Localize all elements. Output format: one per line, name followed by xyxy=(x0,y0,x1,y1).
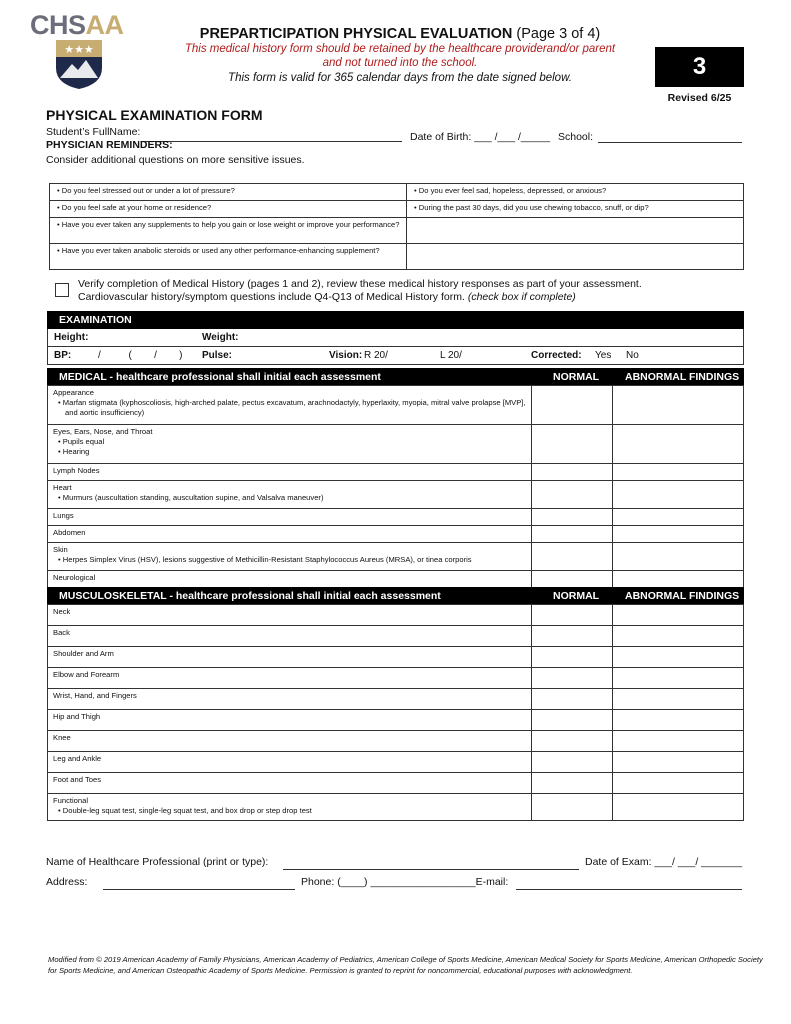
assessment-item xyxy=(48,526,532,543)
verify-text: Verify completion of Medical History (pages 1 and 2), review these medical history responses as part of your assessment. Cardiovascular history/symptom questions include Q4-Q13 of Medical History form. (check box if complete) xyxy=(78,278,642,303)
assessment-item xyxy=(48,668,532,689)
abnormal-findings-cell[interactable] xyxy=(613,543,744,571)
abnormal-findings-cell[interactable] xyxy=(613,731,744,752)
corrected-no[interactable]: No xyxy=(626,350,639,361)
msk-abnormal-col: ABNORMAL FINDINGS xyxy=(625,590,740,602)
height-label: Height: xyxy=(54,332,89,343)
normal-cell[interactable] xyxy=(532,509,613,526)
table-row xyxy=(48,752,744,773)
assessment-label: Lungs xyxy=(53,511,74,520)
weight-label: Weight: xyxy=(202,332,239,343)
abnormal-findings-cell[interactable] xyxy=(613,526,744,543)
copyright-footer: Modified from © 2019 American Academy of Family Physicians, American Academy of Pediatrics, American College of Sports Medicine, American Medical Society for Sports Medicine, American Orthopedic Society for Sports Medicine, and American Osteopathic Academy of Sports Medicine. Permission is granted to reprint for noncommercial, educational purposes with acknowledgment. xyxy=(48,955,763,975)
abnormal-findings-cell[interactable] xyxy=(613,794,744,821)
bp-label: BP: xyxy=(54,350,72,361)
abnormal-findings-cell[interactable] xyxy=(613,386,744,425)
msk-header-title: MUSCULOSKELETAL - healthcare professional shall initial each assessment xyxy=(59,590,441,602)
abnormal-findings-cell[interactable] xyxy=(613,710,744,731)
assessment-item xyxy=(48,464,532,481)
abnormal-findings-cell[interactable] xyxy=(613,425,744,464)
normal-cell[interactable] xyxy=(532,668,613,689)
abnormal-findings-cell[interactable] xyxy=(613,626,744,647)
msk-header xyxy=(47,587,744,605)
abnormal-findings-cell[interactable] xyxy=(613,605,744,626)
physician-reminders-label: PHYSICIAN REMINDERS: xyxy=(46,139,173,151)
assessment-label: Lymph Nodes xyxy=(53,466,100,475)
assessment-item xyxy=(48,689,532,710)
assessment-label: Appearance xyxy=(53,388,94,397)
verify-history-checkbox[interactable] xyxy=(55,283,69,297)
assessment-item xyxy=(48,647,532,668)
normal-cell[interactable] xyxy=(532,689,613,710)
form-title: PHYSICAL EXAMINATION FORM xyxy=(46,107,263,123)
address-label: Address: xyxy=(46,876,88,888)
sensitive-questions-table xyxy=(49,183,744,270)
medical-normal-col: NORMAL xyxy=(553,371,600,383)
phone-email-label: Phone: (____) __________________E-mail: xyxy=(301,876,509,888)
medical-header xyxy=(47,368,744,386)
assessment-bullet: • Hearing xyxy=(58,447,90,456)
exam-date-label: Date of Exam: ___/ ___/ _______ xyxy=(585,856,743,868)
school-field[interactable] xyxy=(598,130,742,143)
table-row xyxy=(48,773,744,794)
table-row xyxy=(48,605,744,626)
reminders-text: Consider additional questions on more sensitive issues. xyxy=(46,154,305,166)
question-cell: • Have you ever taken any supplements to help you gain or lose weight or improve your performance? xyxy=(50,218,407,244)
assessment-label: Leg and Ankle xyxy=(53,754,102,763)
question-cell: • Do you feel safe at your home or residence? xyxy=(50,201,407,218)
revision-label: Revised 6/25 xyxy=(667,92,732,104)
vision-left: L 20/ xyxy=(440,350,462,361)
question-cell xyxy=(407,218,744,244)
assessment-bullet: • Murmurs (auscultation standing, auscultation supine, and Valsalva maneuver) xyxy=(58,493,324,502)
dob-label: Date of Birth: ___ /___ /_____ xyxy=(410,131,551,143)
assessment-bullet: • Herpes Simplex Virus (HSV), lesions suggestive of Methicillin-Resistant Staphylococcus Aureus (MRSA), or tinea corporis xyxy=(58,555,472,564)
retention-notice-2: and not turned into the school. xyxy=(322,57,478,69)
normal-cell[interactable] xyxy=(532,481,613,509)
assessment-label: Neurological xyxy=(53,573,96,582)
assessment-item xyxy=(48,386,532,425)
table-row xyxy=(48,731,744,752)
abnormal-findings-cell[interactable] xyxy=(613,509,744,526)
normal-cell[interactable] xyxy=(532,386,613,425)
abnormal-findings-cell[interactable] xyxy=(613,689,744,710)
school-label: School: xyxy=(558,131,594,143)
table-row xyxy=(48,425,744,464)
validity-notice: This form is valid for 365 calendar days from the date signed below. xyxy=(228,72,572,84)
table-row xyxy=(48,386,744,425)
assessment-label: Abdomen xyxy=(53,528,86,537)
corrected-label: Corrected: xyxy=(531,350,582,361)
table-row xyxy=(48,710,744,731)
assessment-item xyxy=(48,731,532,752)
assessment-label: Knee xyxy=(53,733,71,742)
assessment-label: Back xyxy=(53,628,70,637)
assessment-label: Heart xyxy=(53,483,72,492)
assessment-item xyxy=(48,752,532,773)
examination-section xyxy=(47,311,744,365)
hcp-name-label: Name of Healthcare Professional (print or type): xyxy=(46,856,269,868)
assessment-item xyxy=(48,710,532,731)
assessment-label: Neck xyxy=(53,607,71,616)
page-title: PREPARTICIPATION PHYSICAL EVALUATION (Page 3 of 4) xyxy=(199,26,601,42)
table-row xyxy=(48,794,744,821)
bp-slots: / ( / ) xyxy=(98,350,183,361)
height-weight-row xyxy=(47,329,744,347)
address-field[interactable] xyxy=(103,877,295,890)
svg-text:★★★: ★★★ xyxy=(64,43,94,56)
abnormal-findings-cell[interactable] xyxy=(613,647,744,668)
table-row xyxy=(48,464,744,481)
question-cell: • Do you ever feel sad, hopeless, depressed, or anxious? xyxy=(407,184,744,201)
normal-cell[interactable] xyxy=(532,773,613,794)
assessment-item xyxy=(48,773,532,794)
assessment-label: Hip and Thigh xyxy=(53,712,101,721)
email-field[interactable] xyxy=(516,877,742,890)
table-row xyxy=(48,626,744,647)
assessment-item xyxy=(48,543,532,571)
normal-cell[interactable] xyxy=(532,626,613,647)
abnormal-findings-cell[interactable] xyxy=(613,571,744,588)
abnormal-findings-cell[interactable] xyxy=(613,752,744,773)
normal-cell[interactable] xyxy=(532,752,613,773)
abnormal-findings-cell[interactable] xyxy=(613,464,744,481)
hcp-name-field[interactable] xyxy=(283,857,579,870)
question-cell: • During the past 30 days, did you use chewing tobacco, snuff, or dip? xyxy=(407,201,744,218)
retention-notice-1: This medical history form should be retained by the healthcare providerand/or parent xyxy=(184,43,616,55)
normal-cell[interactable] xyxy=(532,731,613,752)
corrected-yes[interactable]: Yes xyxy=(595,350,612,361)
vision-right: R 20/ xyxy=(364,350,388,361)
table-row xyxy=(48,509,744,526)
normal-cell[interactable] xyxy=(532,543,613,571)
assessment-item xyxy=(48,571,532,588)
chsaa-shield-logo xyxy=(54,38,104,90)
msk-table xyxy=(47,604,744,821)
assessment-label: Functional xyxy=(53,796,89,805)
normal-cell[interactable] xyxy=(532,794,613,821)
assessment-label: Wrist, Hand, and Fingers xyxy=(53,691,137,700)
assessment-bullet: • Marfan stigmata (kyphoscoliosis, high-arched palate, pectus excavatum, arachnodactyly, hyperlaxity, myopia, mitral valve prolapse [MVP], and aortic insufficiency) xyxy=(58,398,526,417)
student-name-label: Student’s FullName: xyxy=(46,126,141,138)
vitals-row xyxy=(47,347,744,365)
assessment-item xyxy=(48,626,532,647)
page-number-box: 3 xyxy=(655,47,744,87)
assessment-bullet: • Double-leg squat test, single-leg squat test, and box drop or step drop test xyxy=(58,806,312,815)
abnormal-findings-cell[interactable] xyxy=(613,668,744,689)
abnormal-findings-cell[interactable] xyxy=(613,481,744,509)
table-row xyxy=(48,481,744,509)
question-cell: • Have you ever taken anabolic steroids or used any other performance-enhancing supplement? xyxy=(50,244,407,270)
normal-cell[interactable] xyxy=(532,571,613,588)
msk-normal-col: NORMAL xyxy=(553,590,600,602)
normal-cell[interactable] xyxy=(532,710,613,731)
table-row xyxy=(48,647,744,668)
normal-cell[interactable] xyxy=(532,425,613,464)
vision-label: Vision: xyxy=(329,350,363,361)
assessment-item xyxy=(48,794,532,821)
table-row xyxy=(48,689,744,710)
table-row xyxy=(48,668,744,689)
normal-cell[interactable] xyxy=(532,464,613,481)
question-cell: • Do you feel stressed out or under a lot of pressure? xyxy=(50,184,407,201)
assessment-item xyxy=(48,425,532,464)
student-name-field[interactable] xyxy=(142,129,402,142)
chsaa-logo-text: CHSAA xyxy=(30,10,124,40)
normal-cell[interactable] xyxy=(532,647,613,668)
medical-abnormal-col: ABNORMAL FINDINGS xyxy=(625,371,740,383)
question-cell xyxy=(407,244,744,270)
normal-cell[interactable] xyxy=(532,605,613,626)
table-row xyxy=(48,571,744,588)
abnormal-findings-cell[interactable] xyxy=(613,773,744,794)
assessment-item xyxy=(48,605,532,626)
pulse-label: Pulse: xyxy=(202,350,233,361)
assessment-label: Skin xyxy=(53,545,68,554)
normal-cell[interactable] xyxy=(532,526,613,543)
table-row xyxy=(48,543,744,571)
assessment-label: Shoulder and Arm xyxy=(53,649,114,658)
assessment-label: Eyes, Ears, Nose, and Throat xyxy=(53,427,153,436)
assessment-label: Foot and Toes xyxy=(53,775,101,784)
assessment-item xyxy=(48,481,532,509)
examination-header: EXAMINATION xyxy=(47,311,744,329)
medical-header-title: MEDICAL - healthcare professional shall initial each assessment xyxy=(59,371,381,383)
assessment-label: Elbow and Forearm xyxy=(53,670,120,679)
table-row xyxy=(48,526,744,543)
medical-table xyxy=(47,385,744,588)
assessment-bullet: • Pupils equal xyxy=(58,437,105,446)
assessment-item xyxy=(48,509,532,526)
